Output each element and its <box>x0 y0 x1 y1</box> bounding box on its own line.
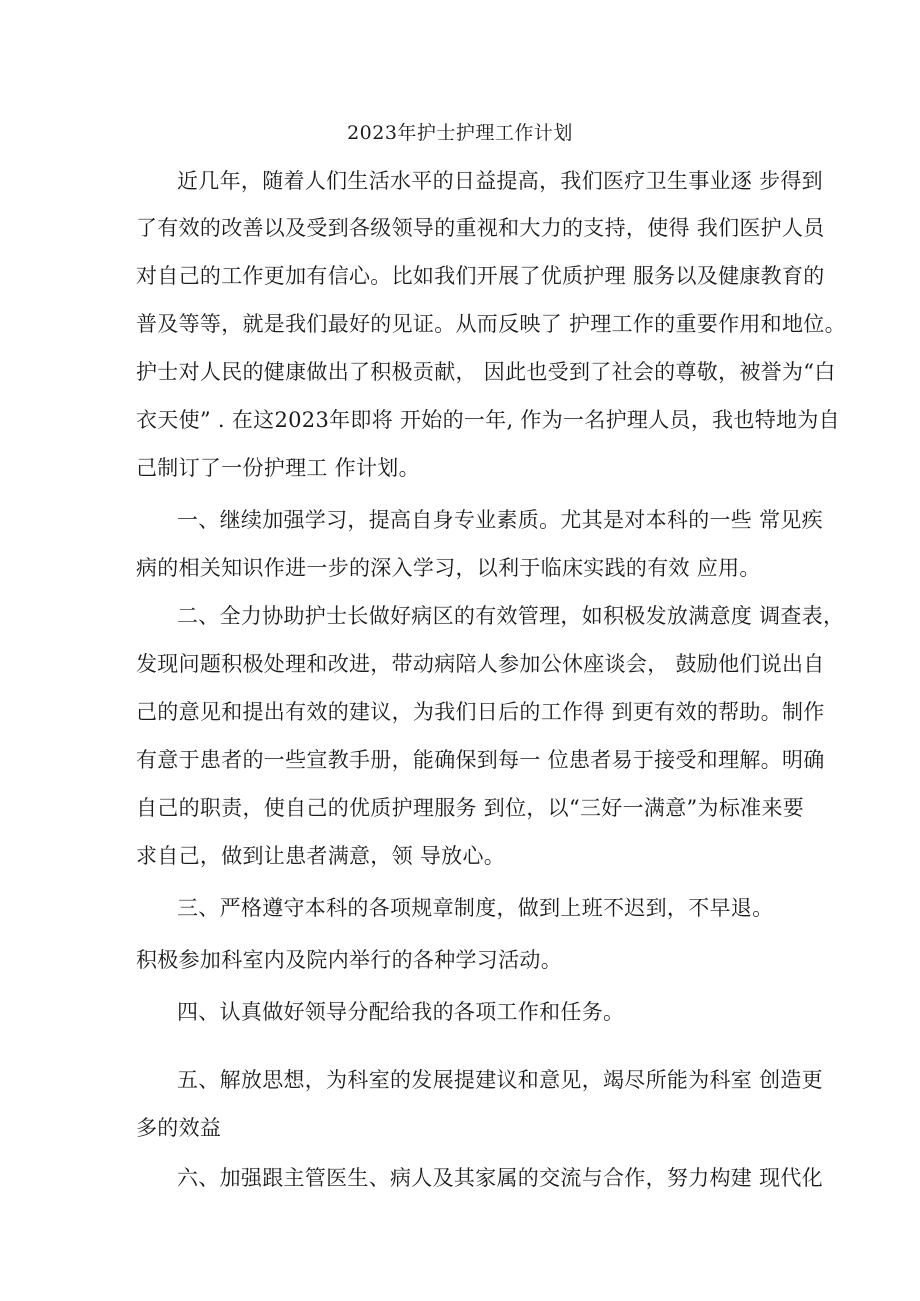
item-1-line-1: 一、继续加强学习，提高自身专业素质。尤其是对本科的一些 常见疾 <box>177 508 823 532</box>
item-2-line-2: 发现问题积极处理和改进，带动病陪人参加公休座谈会， 鼓励他们说出自 <box>136 652 825 676</box>
paragraph-intro-line-6: 衣天使” . 在这2023年即将 开始的一年, 作为一名护理人员，我也特地为自 <box>136 408 840 432</box>
item-1-line-2: 病的相关知识作进一步的深入学习，以利于临床实践的有效 应用。 <box>136 556 761 580</box>
paragraph-intro-line-5: 护士对人民的健康做出了积极贡献， 因此也受到了社会的尊敬，被誉为“白 <box>136 360 836 384</box>
document-title: 2023年护士护理工作计划 <box>347 122 573 144</box>
paragraph-intro-line-7: 己制订了一份护理工 作计划。 <box>136 456 420 480</box>
item-2-line-6: 求自己，做到让患者满意，领 导放心。 <box>136 844 506 868</box>
paragraph-intro-line-4: 普及等等，就是我们最好的见证。从而反映了 护理工作的重要作用和地位。 <box>136 312 846 336</box>
paragraph-intro-line-3: 对自己的工作更加有信心。比如我们开展了优质护理 服务以及健康教育的 <box>136 264 825 288</box>
item-2-line-4: 有意于患者的一些宣教手册，能确保到每一 位患者易于接受和理解。明确 <box>136 748 825 772</box>
item-3-line-2: 积极参加科室内及院内举行的各种学习活动。 <box>136 948 562 972</box>
paragraph-intro-line-2: 了有效的改善以及受到各级领导的重视和大力的支持，使得 我们医护人员 <box>136 216 825 240</box>
item-5-line-1: 五、解放思想，为科室的发展提建议和意见，竭尽所能为科室 创造更 <box>177 1068 823 1092</box>
item-2-line-5: 自己的职责，使自己的优质护理服务 到位，以“三好一满意”为标准来要 <box>136 796 805 820</box>
item-2-line-3: 己的意见和提出有效的建议，为我们日后的工作得 到更有效的帮助。制作 <box>136 700 825 724</box>
item-4-line-1: 四、认真做好领导分配给我的各项工作和任务。 <box>177 1000 625 1024</box>
item-3-line-1: 三、严格遵守本科的各项规章制度，做到上班不迟到，不早退。 <box>177 896 774 920</box>
item-2-line-1: 二、全力协助护士长做好病区的有效管理，如积极发放满意度 调查表， <box>177 604 845 628</box>
paragraph-intro-line-1: 近几年，随着人们生活水平的日益提高，我们医疗卫生事业逐 步得到 <box>177 169 823 193</box>
item-6-line-1: 六、加强跟主管医生、病人及其家属的交流与合作，努力构建 现代化 <box>177 1166 823 1190</box>
item-5-line-2: 多的效益 <box>136 1116 222 1140</box>
